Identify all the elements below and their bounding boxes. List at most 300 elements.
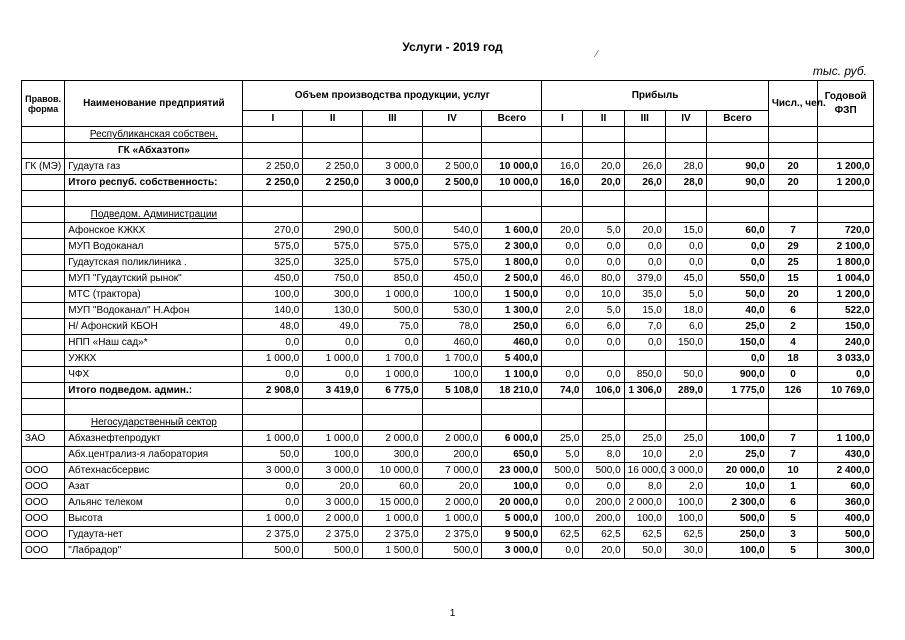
header-vol-q2: II [303,111,363,127]
table-body [22,127,874,559]
volume-cell: 1 500,0 [362,543,422,559]
table-row [22,255,874,271]
headcount-cell: 29 [768,239,817,255]
empty-cell [422,191,482,207]
profit-cell [583,351,624,367]
legal-form-cell [22,255,65,271]
volume-cell: 0,0 [243,495,303,511]
empty-cell [22,415,65,431]
empty-cell [482,415,542,431]
empty-cell [303,399,363,415]
header-name: Наименование предприятий [65,81,243,127]
profit-cell: 25,0 [665,431,706,447]
empty-cell [768,127,817,143]
header-prof-q4: IV [665,111,706,127]
profit-cell [624,351,665,367]
empty-cell [768,415,817,431]
empty-cell [583,399,624,415]
volume-cell: 1 700,0 [422,351,482,367]
profit-cell: 0,0 [542,287,583,303]
payroll-cell: 1 100,0 [818,431,874,447]
profit-cell: 0,0 [707,239,769,255]
volume-cell: 2 375,0 [243,527,303,543]
profit-cell: 100,0 [707,431,769,447]
section-title: Негосударственный сектор [65,415,243,431]
services-table [21,80,874,559]
volume-cell: 500,0 [422,543,482,559]
enterprise-name-cell: Высота [65,511,243,527]
profit-cell: 289,0 [665,383,706,399]
volume-cell: 10 000,0 [362,463,422,479]
profit-cell: 10,0 [707,479,769,495]
empty-cell [542,399,583,415]
profit-cell: 50,0 [665,367,706,383]
table-row [22,287,874,303]
volume-cell: 1 700,0 [362,351,422,367]
enterprise-name-cell: МУП Водоканал [65,239,243,255]
profit-cell: 250,0 [707,527,769,543]
empty-cell [243,191,303,207]
volume-cell: 6 000,0 [482,431,542,447]
legal-form-cell [22,367,65,383]
profit-cell: 25,0 [624,431,665,447]
volume-cell: 1 000,0 [243,351,303,367]
profit-cell: 16,0 [542,175,583,191]
empty-cell [707,415,769,431]
volume-cell: 5 108,0 [422,383,482,399]
headcount-cell: 7 [768,223,817,239]
pen-mark: ⁄ [596,49,598,60]
profit-cell: 900,0 [707,367,769,383]
payroll-cell: 720,0 [818,223,874,239]
empty-cell [303,207,363,223]
empty-cell [707,127,769,143]
enterprise-name-cell: Гудаутская поликлиника . [65,255,243,271]
volume-cell: 3 000,0 [303,495,363,511]
payroll-cell: 1 200,0 [818,159,874,175]
volume-cell: 48,0 [243,319,303,335]
headcount-cell: 7 [768,447,817,463]
empty-cell [768,399,817,415]
headcount-cell: 3 [768,527,817,543]
payroll-cell: 1 800,0 [818,255,874,271]
empty-cell [665,143,706,159]
legal-form-cell: ООО [22,495,65,511]
empty-cell [768,191,817,207]
empty-cell [65,191,243,207]
volume-cell: 2 250,0 [303,175,363,191]
enterprise-name-cell: Итого подведом. админ.: [65,383,243,399]
volume-cell: 2 000,0 [422,431,482,447]
payroll-cell: 150,0 [818,319,874,335]
profit-cell: 2 000,0 [624,495,665,511]
profit-cell: 0,0 [542,335,583,351]
empty-cell [243,399,303,415]
volume-cell: 2 250,0 [243,159,303,175]
payroll-cell: 1 004,0 [818,271,874,287]
legal-form-cell: ЗАО [22,431,65,447]
headcount-cell: 6 [768,495,817,511]
volume-cell: 2 250,0 [243,175,303,191]
profit-cell: 6,0 [665,319,706,335]
enterprise-name-cell: МТС (трактора) [65,287,243,303]
headcount-cell: 7 [768,431,817,447]
volume-cell: 130,0 [303,303,363,319]
empty-cell [482,207,542,223]
payroll-cell: 60,0 [818,479,874,495]
table-row [22,527,874,543]
empty-cell [303,143,363,159]
empty-cell [768,143,817,159]
headcount-cell: 18 [768,351,817,367]
profit-cell: 0,0 [542,479,583,495]
volume-cell: 300,0 [362,447,422,463]
volume-cell: 1 800,0 [482,255,542,271]
empty-cell [362,191,422,207]
volume-cell: 75,0 [362,319,422,335]
volume-cell: 2 375,0 [362,527,422,543]
enterprise-name-cell: Азат [65,479,243,495]
profit-cell: 8,0 [583,447,624,463]
volume-cell: 575,0 [422,255,482,271]
empty-cell [818,415,874,431]
volume-cell: 1 000,0 [303,431,363,447]
empty-cell [583,207,624,223]
section-row [22,143,874,159]
volume-cell: 325,0 [303,255,363,271]
page-title: Услуги - 2019 год [402,40,503,54]
empty-cell [583,143,624,159]
table-row [22,271,874,287]
volume-cell: 10 000,0 [482,175,542,191]
profit-cell: 20,0 [583,543,624,559]
volume-cell: 2 908,0 [243,383,303,399]
volume-cell: 0,0 [303,367,363,383]
empty-cell [22,207,65,223]
profit-cell: 30,0 [665,543,706,559]
profit-cell: 62,5 [583,527,624,543]
empty-cell [707,399,769,415]
volume-cell: 0,0 [303,335,363,351]
volume-cell: 5 400,0 [482,351,542,367]
section-row [22,415,874,431]
profit-cell: 25,0 [542,431,583,447]
header-vol-total: Всего [482,111,542,127]
profit-cell: 25,0 [707,447,769,463]
profit-cell: 25,0 [707,319,769,335]
profit-cell: 18,0 [665,303,706,319]
volume-cell: 1 000,0 [243,431,303,447]
headcount-cell: 5 [768,543,817,559]
volume-cell: 460,0 [482,335,542,351]
profit-cell: 0,0 [583,335,624,351]
legal-form-cell: ООО [22,543,65,559]
volume-cell: 1 000,0 [362,367,422,383]
volume-cell: 850,0 [362,271,422,287]
enterprise-name-cell: Итого респуб. собственность: [65,175,243,191]
profit-cell: 106,0 [583,383,624,399]
empty-cell [818,207,874,223]
volume-cell: 500,0 [362,303,422,319]
profit-cell: 28,0 [665,159,706,175]
volume-cell: 500,0 [243,543,303,559]
volume-cell: 9 500,0 [482,527,542,543]
header-prof-q1: I [542,111,583,127]
volume-cell: 23 000,0 [482,463,542,479]
volume-cell: 2 500,0 [482,271,542,287]
total-row [22,383,874,399]
empty-cell [624,399,665,415]
headcount-cell: 5 [768,511,817,527]
volume-cell: 460,0 [422,335,482,351]
empty-cell [22,191,65,207]
volume-cell: 60,0 [362,479,422,495]
empty-cell [624,415,665,431]
empty-cell [665,399,706,415]
profit-cell: 16,0 [542,159,583,175]
header-fzp: Годовой ФЗП [818,81,874,127]
enterprise-name-cell: Афонское КЖКХ [65,223,243,239]
volume-cell: 575,0 [362,255,422,271]
volume-cell: 5 000,0 [482,511,542,527]
section-title: Подведом. Администрации [65,207,243,223]
enterprise-name-cell: Абхазнефтепродукт [65,431,243,447]
profit-cell: 500,0 [707,511,769,527]
profit-cell: 80,0 [583,271,624,287]
payroll-cell: 3 033,0 [818,351,874,367]
legal-form-cell [22,271,65,287]
empty-cell [482,143,542,159]
empty-cell [624,191,665,207]
payroll-cell: 240,0 [818,335,874,351]
blank-row [22,399,874,415]
legal-form-cell [22,335,65,351]
volume-cell: 1 000,0 [243,511,303,527]
empty-cell [65,399,243,415]
empty-cell [22,127,65,143]
profit-cell: 0,0 [542,367,583,383]
empty-cell [665,127,706,143]
profit-cell: 35,0 [624,287,665,303]
profit-cell: 100,0 [707,543,769,559]
profit-cell: 1 775,0 [707,383,769,399]
section-row [22,127,874,143]
profit-cell: 45,0 [665,271,706,287]
volume-cell: 1 500,0 [482,287,542,303]
volume-cell: 2 375,0 [303,527,363,543]
profit-cell: 28,0 [665,175,706,191]
enterprise-name-cell: УЖКХ [65,351,243,367]
legal-form-cell [22,287,65,303]
volume-cell: 2 000,0 [362,431,422,447]
empty-cell [707,191,769,207]
profit-cell: 0,0 [665,255,706,271]
profit-cell: 74,0 [542,383,583,399]
headcount-cell: 20 [768,175,817,191]
profit-cell: 46,0 [542,271,583,287]
payroll-cell: 300,0 [818,543,874,559]
empty-cell [624,143,665,159]
profit-cell: 2,0 [665,447,706,463]
table-row [22,447,874,463]
legal-form-cell [22,175,65,191]
empty-cell [707,207,769,223]
profit-cell: 15,0 [624,303,665,319]
volume-cell: 1 100,0 [482,367,542,383]
empty-cell [818,127,874,143]
volume-cell: 100,0 [422,367,482,383]
profit-cell: 90,0 [707,175,769,191]
profit-cell: 26,0 [624,159,665,175]
section-row [22,207,874,223]
table-row [22,367,874,383]
volume-cell: 3 000,0 [362,159,422,175]
profit-cell: 0,0 [583,239,624,255]
profit-cell: 0,0 [624,335,665,351]
table-row [22,335,874,351]
empty-cell [362,127,422,143]
payroll-cell: 10 769,0 [818,383,874,399]
empty-cell [362,207,422,223]
enterprise-name-cell: Гудаута-нет [65,527,243,543]
profit-cell: 0,0 [542,255,583,271]
volume-cell: 750,0 [303,271,363,287]
header-prof-q3: III [624,111,665,127]
volume-cell: 575,0 [422,239,482,255]
volume-cell: 290,0 [303,223,363,239]
profit-cell: 2 300,0 [707,495,769,511]
header-volume: Объем производства продукции, услуг [243,81,542,111]
profit-cell: 20 000,0 [707,463,769,479]
empty-cell [542,191,583,207]
profit-cell: 2,0 [665,479,706,495]
profit-cell: 6,0 [542,319,583,335]
volume-cell: 2 000,0 [303,511,363,527]
volume-cell: 0,0 [243,479,303,495]
legal-form-cell [22,223,65,239]
volume-cell: 100,0 [243,287,303,303]
empty-cell [303,127,363,143]
table-row [22,303,874,319]
enterprise-name-cell: Абтехнасбсервис [65,463,243,479]
empty-cell [665,191,706,207]
header-prof-total: Всего [707,111,769,127]
header-form: Правов. форма [22,81,65,127]
header-vol-q3: III [362,111,422,127]
table-row [22,479,874,495]
empty-cell [422,127,482,143]
profit-cell: 5,0 [583,223,624,239]
profit-cell: 0,0 [707,255,769,271]
volume-cell: 1 000,0 [362,287,422,303]
payroll-cell: 2 400,0 [818,463,874,479]
legal-form-cell [22,351,65,367]
empty-cell [624,127,665,143]
volume-cell: 540,0 [422,223,482,239]
empty-cell [22,399,65,415]
headcount-cell: 10 [768,463,817,479]
profit-cell: 100,0 [665,495,706,511]
legal-form-cell [22,303,65,319]
volume-cell: 49,0 [303,319,363,335]
volume-cell: 270,0 [243,223,303,239]
enterprise-name-cell: Альянс телеком [65,495,243,511]
header-vol-q1: I [243,111,303,127]
profit-cell [542,351,583,367]
volume-cell: 2 375,0 [422,527,482,543]
empty-cell [482,399,542,415]
volume-cell: 325,0 [243,255,303,271]
profit-cell: 20,0 [583,159,624,175]
empty-cell [818,191,874,207]
blank-row [22,191,874,207]
empty-cell [243,127,303,143]
profit-cell: 200,0 [583,495,624,511]
volume-cell: 1 000,0 [303,351,363,367]
empty-cell [542,207,583,223]
page-number: 1 [449,608,456,619]
empty-cell [482,127,542,143]
profit-cell: 150,0 [665,335,706,351]
profit-cell: 6,0 [583,319,624,335]
volume-cell: 20 000,0 [482,495,542,511]
table-row [22,495,874,511]
empty-cell [243,207,303,223]
volume-cell: 2 000,0 [422,495,482,511]
empty-cell [362,399,422,415]
profit-cell: 16 000,0 [624,463,665,479]
volume-cell: 450,0 [243,271,303,287]
profit-cell: 26,0 [624,175,665,191]
empty-cell [624,207,665,223]
payroll-cell: 500,0 [818,527,874,543]
headcount-cell: 1 [768,479,817,495]
profit-cell: 90,0 [707,159,769,175]
headcount-cell: 4 [768,335,817,351]
profit-cell: 20,0 [583,175,624,191]
total-row [22,175,874,191]
volume-cell: 100,0 [303,447,363,463]
volume-cell: 0,0 [243,335,303,351]
profit-cell: 550,0 [707,271,769,287]
volume-cell: 2 300,0 [482,239,542,255]
payroll-cell: 0,0 [818,367,874,383]
profit-cell: 500,0 [583,463,624,479]
legal-form-cell [22,383,65,399]
payroll-cell: 1 200,0 [818,175,874,191]
profit-cell: 1 306,0 [624,383,665,399]
volume-cell: 2 500,0 [422,159,482,175]
volume-cell: 650,0 [482,447,542,463]
profit-cell: 200,0 [583,511,624,527]
profit-cell: 500,0 [542,463,583,479]
profit-cell: 2,0 [542,303,583,319]
table-row [22,223,874,239]
profit-cell: 0,0 [542,239,583,255]
table-row [22,319,874,335]
volume-cell: 575,0 [303,239,363,255]
empty-cell [422,399,482,415]
header-profit: Прибыль [542,81,769,111]
profit-cell: 60,0 [707,223,769,239]
profit-cell: 62,5 [665,527,706,543]
table-row [22,159,874,175]
enterprise-name-cell: Гудаута газ [65,159,243,175]
legal-form-cell: ООО [22,527,65,543]
profit-cell: 7,0 [624,319,665,335]
payroll-cell: 430,0 [818,447,874,463]
profit-cell: 25,0 [583,431,624,447]
